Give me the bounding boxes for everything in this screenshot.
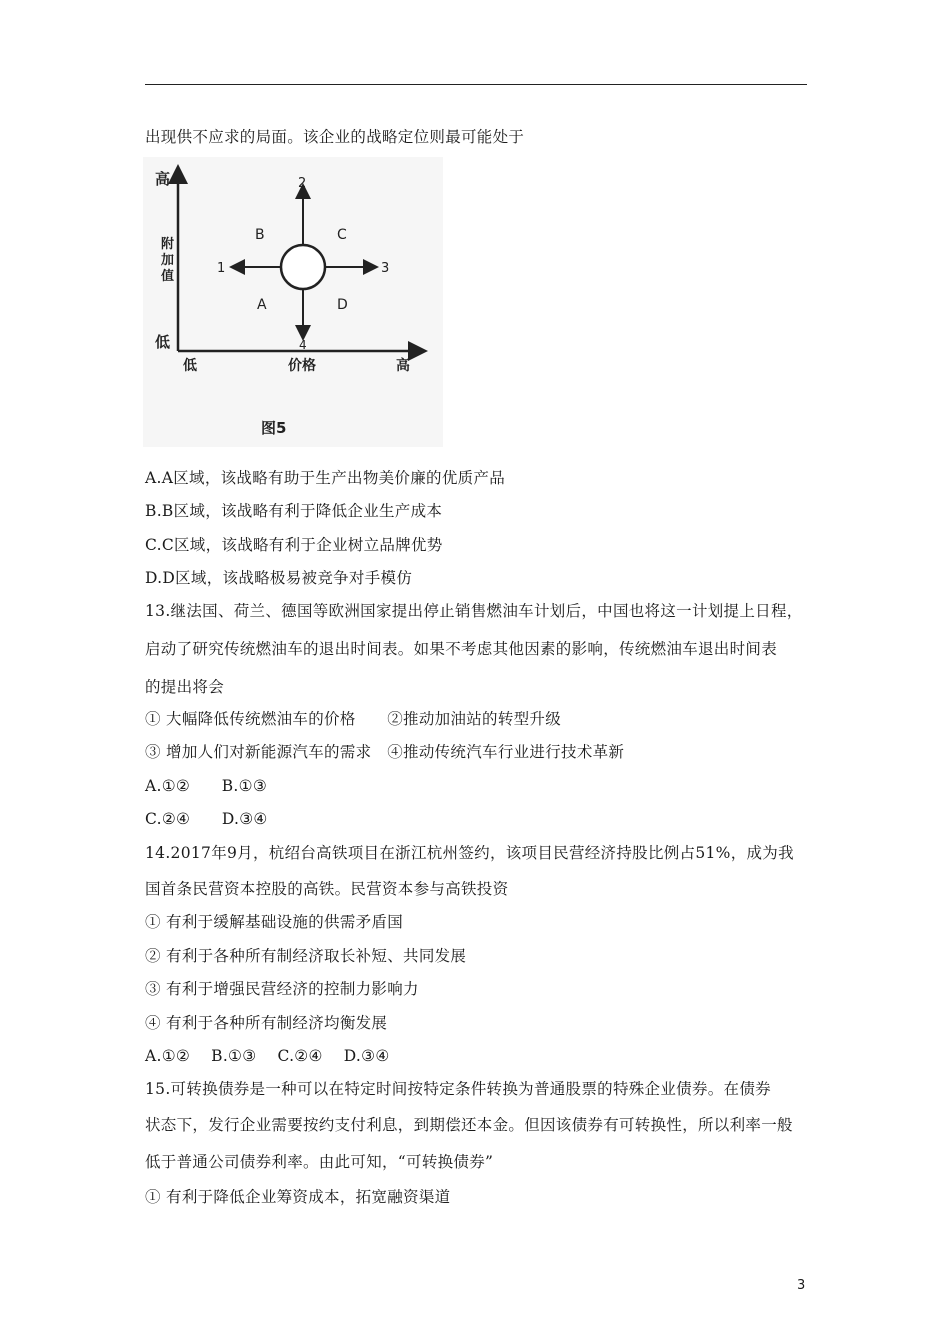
dir-right-label: 3 bbox=[381, 261, 390, 276]
dir-down-label: 4 bbox=[299, 338, 307, 352]
q12-option-a: A.A区域，该战略有助于生产出物美价廉的优质产品 bbox=[145, 469, 506, 487]
q13-stem-line-3: 的提出将会 bbox=[145, 678, 225, 696]
dir-up-label: 2 bbox=[298, 176, 307, 191]
q13-items-line-2: ③ 增加人们对新能源汽车的需求 ④推动传统汽车行业进行技术革新 bbox=[145, 743, 625, 761]
q14-item-3: ③ 有利于增强民营经济的控制力影响力 bbox=[145, 980, 419, 998]
q15-stem-line-2: 状态下，发行企业需要按约支付利息，到期偿还本金。但因该债券有可转换性，所以利率一般 bbox=[145, 1116, 793, 1134]
dir-left-label: 1 bbox=[217, 261, 226, 276]
y-label-char-1: 附 bbox=[161, 237, 175, 252]
q12-option-c: C.C区域，该战略有利于企业树立品牌优势 bbox=[145, 536, 443, 554]
region-d-label: D bbox=[337, 297, 348, 313]
figure-5 bbox=[143, 157, 443, 447]
y-label-char-3: 值 bbox=[161, 269, 175, 284]
q15-stem-line-1: 15.可转换债券是一种可以在特定时间按特定条件转换为普通股票的特殊企业债券。在债券 bbox=[145, 1080, 771, 1098]
y-label-char-2: 加 bbox=[161, 253, 175, 268]
center-circle bbox=[281, 245, 325, 289]
region-b-label: B bbox=[255, 227, 265, 243]
q15-stem-line-3: 低于普通公司债券利率。由此可知，“可转换债券” bbox=[145, 1153, 494, 1171]
q14-item-2: ② 有利于各种所有制经济取长补短、共同发展 bbox=[145, 947, 467, 965]
q13-stem-line-1: 13.继法国、荷兰、德国等欧洲国家提出停止销售燃油车计划后，中国也将这一计划提上日程， bbox=[145, 602, 803, 620]
q14-item-1: ① 有利于缓解基础设施的供需矛盾国 bbox=[145, 913, 404, 931]
page-number: 3 bbox=[797, 1278, 806, 1293]
q12-option-b: B.B区域，该战略有利于降低企业生产成本 bbox=[145, 502, 443, 520]
q14-item-4: ④ 有利于各种所有制经济均衡发展 bbox=[145, 1014, 388, 1032]
q12-option-d: D.D区域，该战略极易被竞争对手模仿 bbox=[145, 569, 413, 587]
q14-answers: A.①② B.①③ C.②④ D.③④ bbox=[145, 1047, 390, 1065]
region-c-label: C bbox=[337, 227, 347, 243]
q13-answers-line-1: A.①② B.①③ bbox=[145, 777, 268, 795]
strategy-diagram bbox=[143, 157, 443, 447]
x-high-label: 高 bbox=[396, 358, 410, 374]
y-high-label: 高 bbox=[155, 170, 171, 188]
q14-stem-line-2: 国首条民营资本控股的高铁。民营资本参与高铁投资 bbox=[145, 880, 509, 898]
figure-caption: 图5 bbox=[261, 419, 287, 437]
q13-answers-line-2: C.②④ D.③④ bbox=[145, 810, 268, 828]
x-low-label: 低 bbox=[183, 358, 197, 374]
q14-stem-line-1: 14.2017年9月，杭绍台高铁项目在浙江杭州签约，该项目民营经济持股比例占51%，成为我 bbox=[145, 844, 794, 862]
y-low-label: 低 bbox=[155, 333, 171, 351]
q13-items-line-1: ① 大幅降低传统燃油车的价格 ②推动加油站的转型升级 bbox=[145, 710, 562, 728]
q13-stem-line-2: 启动了研究传统燃油车的退出时间表。如果不考虑其他因素的影响，传统燃油车退出时间表 bbox=[145, 640, 778, 658]
q15-item-1: ① 有利于降低企业筹资成本，拓宽融资渠道 bbox=[145, 1188, 451, 1206]
intro-line: 出现供不应求的局面。该企业的战略定位则最可能处于 bbox=[145, 128, 525, 146]
region-a-label: A bbox=[257, 297, 267, 313]
header-rule bbox=[145, 84, 807, 85]
x-axis-label: 价格 bbox=[288, 358, 316, 374]
